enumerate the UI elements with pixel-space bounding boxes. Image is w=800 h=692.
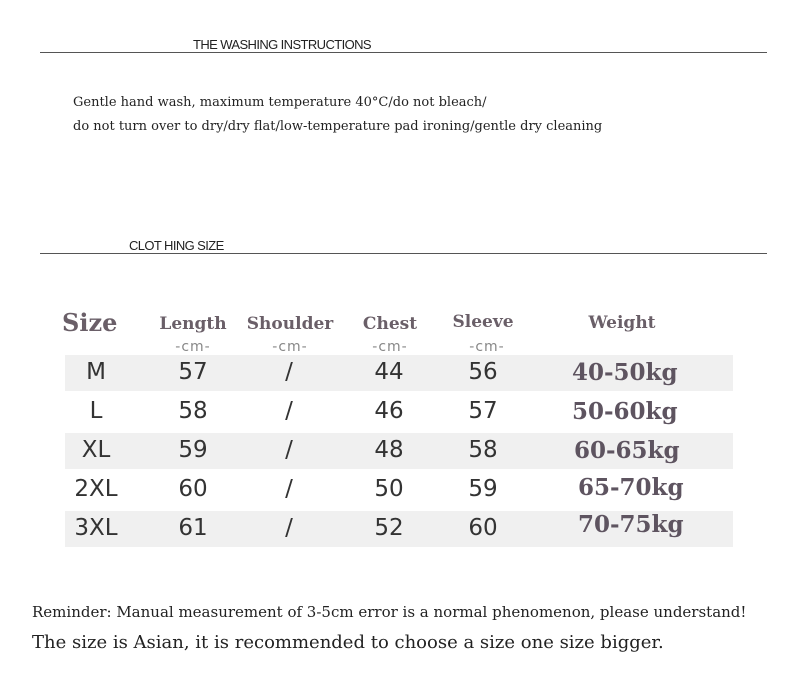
size-section-title: CLOT HING SIZE (129, 238, 224, 253)
size-divider (40, 253, 767, 254)
cell-chest: 44 (374, 359, 404, 385)
cell-shoulder: / (285, 398, 293, 424)
cell-sleeve: 58 (468, 437, 498, 463)
cell-weight: 70-75kg (578, 511, 684, 538)
washing-section-title: THE WASHING INSTRUCTIONS (193, 37, 371, 52)
cell-sleeve: 57 (468, 398, 498, 424)
cell-shoulder: / (285, 359, 293, 385)
washing-line-1: Gentle hand wash, maximum temperature 40°C/do not bleach/ (73, 95, 487, 110)
cell-weight: 40-50kg (572, 359, 678, 386)
cell-shoulder: / (285, 476, 293, 502)
unit-shoulder: -cm- (272, 339, 308, 355)
cell-size: L (89, 398, 103, 424)
cell-chest: 52 (374, 515, 404, 541)
cell-weight: 65-70kg (578, 474, 684, 501)
cell-weight: 60-65kg (574, 437, 680, 464)
cell-shoulder: / (285, 437, 293, 463)
header-sleeve: Sleeve (452, 312, 514, 332)
unit-sleeve: -cm- (469, 339, 505, 355)
cell-chest: 46 (374, 398, 404, 424)
header-shoulder: Shoulder (246, 314, 334, 334)
header-chest: Chest (362, 314, 418, 334)
asian-size-note: The size is Asian, it is recommended to choose a size one size bigger. (32, 632, 664, 653)
cell-shoulder: / (285, 515, 293, 541)
cell-length: 61 (178, 515, 208, 541)
cell-size: M (86, 359, 106, 385)
cell-sleeve: 59 (468, 476, 498, 502)
header-length: Length (159, 314, 227, 334)
header-size: Size (62, 308, 118, 337)
cell-length: 57 (178, 359, 208, 385)
reminder-note: Reminder: Manual measurement of 3-5cm error is a normal phenomenon, please understand! (32, 603, 747, 621)
cell-size: 2XL (74, 476, 118, 502)
header-weight: Weight (588, 313, 656, 333)
cell-size: XL (81, 437, 111, 463)
cell-size: 3XL (74, 515, 118, 541)
cell-length: 58 (178, 398, 208, 424)
cell-sleeve: 56 (468, 359, 498, 385)
cell-chest: 48 (374, 437, 404, 463)
cell-sleeve: 60 (468, 515, 498, 541)
cell-weight: 50-60kg (572, 398, 678, 425)
cell-length: 60 (178, 476, 208, 502)
unit-length: -cm- (175, 339, 211, 355)
washing-line-2: do not turn over to dry/dry flat/low-temperature pad ironing/gentle dry cleaning (73, 119, 603, 134)
cell-length: 59 (178, 437, 208, 463)
unit-chest: -cm- (372, 339, 408, 355)
washing-divider (40, 52, 767, 53)
cell-chest: 50 (374, 476, 404, 502)
